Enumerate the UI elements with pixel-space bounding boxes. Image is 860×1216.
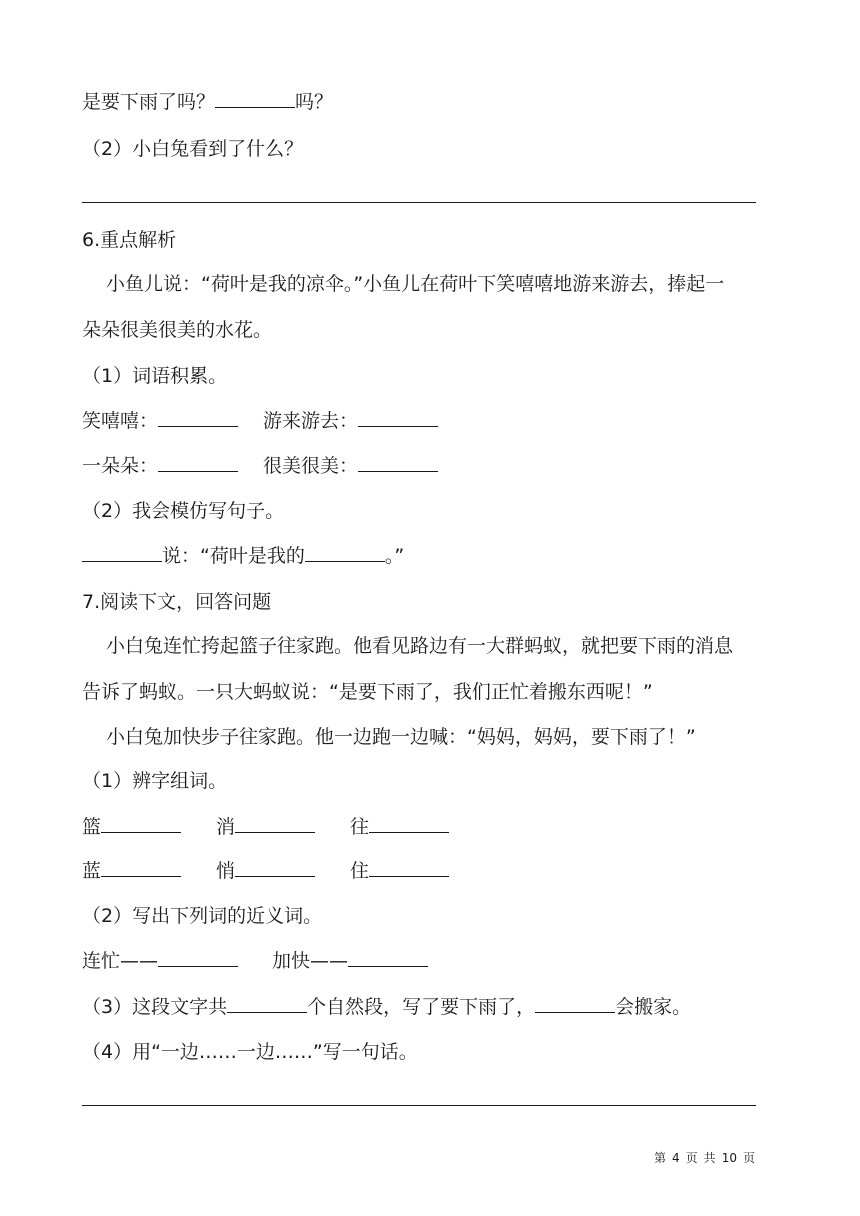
- text: 是要下雨了吗？: [82, 91, 216, 113]
- text: 吗？: [295, 91, 334, 113]
- char-label: 往: [350, 816, 370, 838]
- word-label: 加快——: [272, 950, 349, 972]
- answer-blank[interactable]: [535, 995, 615, 1013]
- question-2: （2）我会模仿写句子。: [82, 500, 285, 522]
- answer-rule[interactable]: [82, 202, 756, 203]
- answer-blank[interactable]: [215, 90, 295, 108]
- answer-blank[interactable]: [235, 815, 315, 833]
- char-row-1: [82, 815, 449, 839]
- passage-line: 小白兔加快步子往家跑。他一边跑一边喊：“妈妈，妈妈，要下雨了！”: [106, 726, 696, 748]
- question-3: [82, 995, 691, 1019]
- char-label: 消: [216, 816, 236, 838]
- answer-blank[interactable]: [82, 544, 162, 562]
- char-label: 蓝: [82, 860, 102, 882]
- char-label: 悄: [216, 860, 236, 882]
- passage-line: 小鱼儿说：“荷叶是我的凉伞。”小鱼儿在荷叶下笑嘻嘻地游来游去，捧起一: [106, 273, 725, 295]
- passage-line: 朵朵很美很美的水花。: [82, 319, 273, 341]
- question-1: （1）辨字组词。: [82, 770, 228, 792]
- question-2: （2）写出下列词的近义词。: [82, 905, 323, 927]
- question-4: （4）用“一边……一边……”写一句话。: [82, 1041, 418, 1063]
- answer-blank[interactable]: [101, 859, 181, 877]
- page-footer: [654, 1150, 761, 1166]
- answer-blank[interactable]: [305, 544, 385, 562]
- answer-blank[interactable]: [158, 454, 238, 472]
- text: 。”: [384, 545, 405, 567]
- section-7-title: 7.阅读下文，回答问题: [82, 591, 272, 613]
- char-row-2: [82, 859, 449, 883]
- answer-blank[interactable]: [235, 859, 315, 877]
- answer-blank[interactable]: [369, 815, 449, 833]
- answer-blank[interactable]: [101, 815, 181, 833]
- text: 说：“荷叶是我的: [162, 545, 305, 567]
- word-label: 一朵朵：: [82, 455, 159, 477]
- answer-line-1: [82, 90, 333, 114]
- total-pages: 10: [721, 1151, 737, 1165]
- text: （3）这段文字共: [82, 996, 228, 1018]
- word-row-1: [82, 409, 438, 433]
- answer-blank[interactable]: [348, 949, 428, 967]
- text: 个自然段，写了要下雨了，: [307, 996, 536, 1018]
- word-label: 连忙——: [82, 950, 159, 972]
- answer-blank[interactable]: [358, 454, 438, 472]
- answer-blank[interactable]: [369, 859, 449, 877]
- footer-text: 页: [742, 1151, 755, 1165]
- synonym-row: [82, 949, 428, 973]
- answer-blank[interactable]: [227, 995, 307, 1013]
- char-label: 住: [350, 860, 370, 882]
- footer-text: 共: [703, 1151, 716, 1165]
- word-label: 游来游去：: [263, 410, 359, 432]
- passage-line: 告诉了蚂蚁。一只大蚂蚁说：“是要下雨了，我们正忙着搬东西呢！”: [82, 681, 653, 703]
- imitation-line: [82, 544, 404, 568]
- word-label: 笑嘻嘻：: [82, 410, 159, 432]
- footer-text: 页: [685, 1151, 698, 1165]
- answer-blank[interactable]: [358, 409, 438, 427]
- question-1: （1）词语积累。: [82, 365, 228, 387]
- question-2: （2）小白兔看到了什么？: [82, 138, 304, 160]
- answer-blank[interactable]: [158, 409, 238, 427]
- answer-rule[interactable]: [82, 1105, 756, 1106]
- char-label: 篮: [82, 816, 102, 838]
- text: 会搬家。: [615, 996, 692, 1018]
- passage-line: 小白兔连忙挎起篮子往家跑。他看见路边有一大群蚂蚁，就把要下雨的消息: [106, 635, 734, 657]
- footer-text: 第: [654, 1151, 667, 1165]
- word-label: 很美很美：: [263, 455, 359, 477]
- answer-blank[interactable]: [158, 949, 238, 967]
- word-row-2: [82, 454, 438, 478]
- section-6-title: 6.重点解析: [82, 229, 177, 251]
- page-number: 4: [672, 1151, 680, 1165]
